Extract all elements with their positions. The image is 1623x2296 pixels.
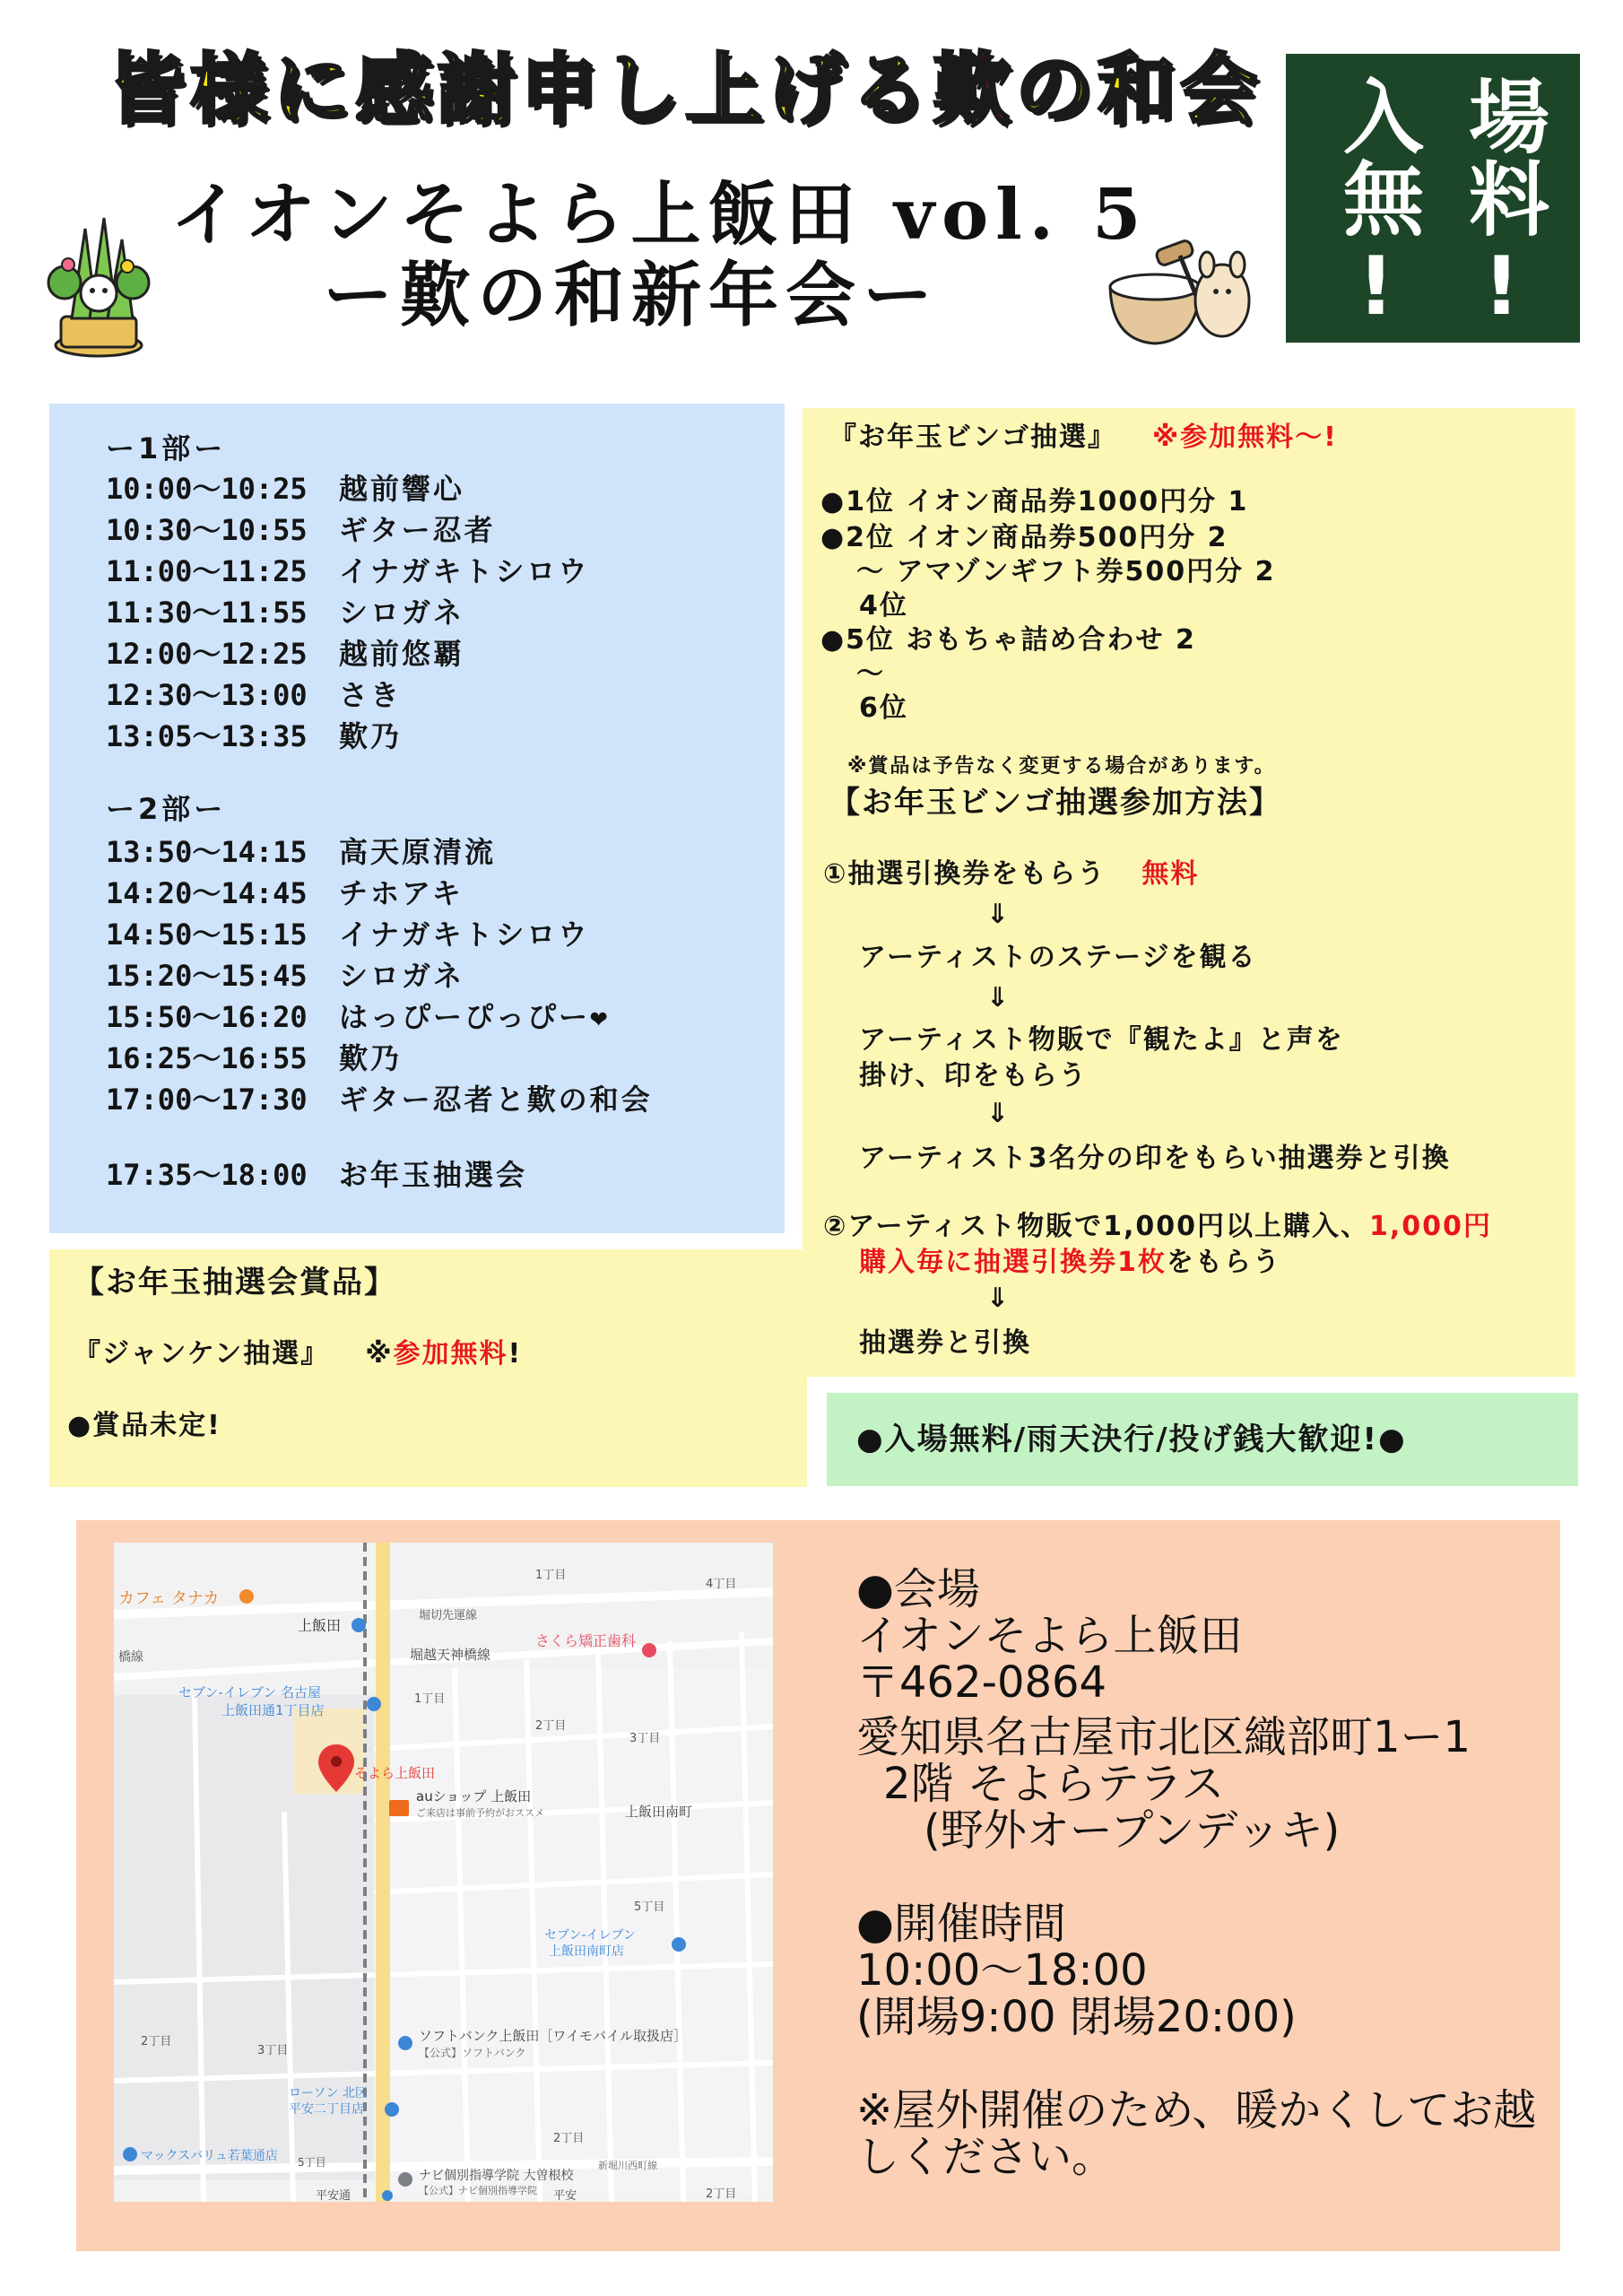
map-label: ローソン 北区 bbox=[289, 2086, 368, 2100]
schedule-row: 12:30〜13:00 さき bbox=[106, 678, 403, 712]
bingo-step-1: ①抽選引換券をもらう 無料 bbox=[823, 858, 1200, 890]
map-label: 1丁目 bbox=[414, 1692, 446, 1706]
map-label: 平安 bbox=[553, 2189, 577, 2202]
map-label: 橋線 bbox=[118, 1650, 143, 1665]
bingo-step-6: 抽選券と引換 bbox=[859, 1327, 1031, 1359]
map-label: auショップ 上飯田 bbox=[416, 1788, 532, 1805]
bingo-step-4: アーティスト3名分の印をもらい抽選券と引換 bbox=[859, 1143, 1451, 1174]
banner-text-3: の和会 bbox=[1015, 44, 1263, 135]
bingo-free-note: ※参加無料〜! bbox=[1152, 422, 1338, 453]
schedule-row: 15:50〜16:20 はっぴーぴっぴー❤ bbox=[106, 1000, 611, 1034]
venue-note-2: しください。 bbox=[856, 2132, 1115, 2182]
bingo-step-3a: アーティスト物販で『観たよ』と声を bbox=[859, 1024, 1344, 1056]
map-label: マックスバリュ若葉通店 bbox=[141, 2149, 278, 2163]
part2-label: ー2部ー bbox=[106, 792, 227, 826]
map-label: 上飯田南町 bbox=[625, 1804, 693, 1820]
schedule-row: 17:00〜17:30 ギター忍者と歎の和会 bbox=[106, 1083, 653, 1117]
banner-text-1: 皆様に感謝申し上げる bbox=[108, 44, 933, 135]
event-time: 10:00〜18:00 bbox=[856, 1945, 1148, 1996]
schedule-row: 15:20〜15:45 シロガネ bbox=[106, 959, 465, 993]
bingo-prize-3: 〜 アマゾンギフト券500円分 2 bbox=[856, 556, 1276, 587]
schedule-row: 16:25〜16:55 歎乃 bbox=[106, 1041, 403, 1075]
bingo-prize-5: ●5位 おもちゃ詰め合わせ 2 bbox=[820, 624, 1196, 656]
map-label: 1丁目 bbox=[535, 1569, 567, 1582]
map-label: 上飯田南町店 bbox=[549, 1944, 624, 1959]
station-icon bbox=[382, 2190, 393, 2201]
banner-headline bbox=[108, 36, 1263, 144]
map-label: セブン-イレブン 名古屋 bbox=[178, 1684, 321, 1700]
au-shop-icon bbox=[389, 1800, 409, 1816]
mochi-pounding-illustration bbox=[1101, 238, 1254, 350]
event-title-line2: ー歎の和新年会ー bbox=[323, 255, 941, 336]
map-label: 2丁目 bbox=[706, 2187, 737, 2201]
map-label: 3丁目 bbox=[629, 1732, 661, 1745]
map-label: カフェ タナカ bbox=[118, 1589, 220, 1608]
free-entry-col-left: 入無! bbox=[1329, 74, 1423, 335]
map-label: 上飯田通1丁目店 bbox=[221, 1702, 325, 1718]
bingo-step-2: アーティストのステージを観る bbox=[859, 942, 1257, 973]
time-label: ●開催時間 bbox=[856, 1899, 1066, 1949]
store-icon bbox=[123, 2147, 137, 2161]
map-label: 4丁目 bbox=[706, 1578, 737, 1591]
map-label: 新堀川西町線 bbox=[598, 2160, 657, 2171]
venue-note-1: ※屋外開催のため、暖かくしてお越 bbox=[856, 2085, 1537, 2135]
map-label: セブン-イレブン bbox=[544, 1928, 636, 1943]
map-graphic bbox=[114, 1543, 773, 2202]
lottery-janken: 『ジャンケン抽選』 ※参加無料! bbox=[74, 1338, 523, 1370]
arrow-down-icon: ⇓ bbox=[986, 899, 1011, 930]
store-icon bbox=[385, 2102, 399, 2117]
schedule-row-closing: 17:35〜18:00 お年玉抽選会 bbox=[106, 1158, 528, 1192]
schedule-row: 12:00〜12:25 越前悠覇 bbox=[106, 637, 465, 671]
map-label: 5丁目 bbox=[298, 2156, 326, 2169]
bingo-prize-6-rank: 6位 bbox=[859, 692, 908, 724]
bingo-title: 『お年玉ビンゴ抽選』 ※参加無料〜! bbox=[829, 422, 1338, 453]
map-label: 堀切先運線 bbox=[419, 1609, 478, 1622]
part1-label: ー1部ー bbox=[106, 431, 227, 465]
lottery-prize: ●賞品未定! bbox=[67, 1410, 221, 1441]
map-label: 上飯田 bbox=[298, 1617, 342, 1634]
bingo-step-3b: 掛け、印をもらう bbox=[859, 1060, 1088, 1091]
store-icon bbox=[672, 1937, 686, 1952]
arrow-down-icon: ⇓ bbox=[986, 982, 1011, 1013]
map-label: 平安二丁目店 bbox=[289, 2102, 364, 2117]
venue-postal: 〒462-0864 bbox=[856, 1657, 1107, 1708]
venue-address1: 愛知県名古屋市北区織部町1ー1 bbox=[856, 1712, 1471, 1762]
bingo-notice: ※賞品は予告なく変更する場合があります。 bbox=[847, 755, 1276, 778]
map-label: ソフトバンク上飯田［ワイモバイル取扱店］ bbox=[419, 2028, 687, 2044]
map-label: 2丁目 bbox=[553, 2132, 585, 2145]
arrow-down-icon: ⇓ bbox=[986, 1283, 1011, 1314]
info-bar-text: ●入場無料/雨天決行/投げ銭大歓迎!● bbox=[856, 1422, 1407, 1457]
venue-address3: (野外オープンデッキ) bbox=[924, 1805, 1341, 1856]
banner-text-2: 歎 bbox=[933, 44, 1015, 135]
map-label: そよら上飯田 bbox=[354, 1765, 436, 1781]
bingo-prize-3-rank: 4位 bbox=[859, 590, 908, 622]
schedule-row: 11:30〜11:55 シロガネ bbox=[106, 596, 465, 630]
map-label: 【公式】ソフトバンク bbox=[419, 2047, 526, 2059]
map-label: さくら矯正歯科 bbox=[535, 1632, 637, 1649]
cafe-icon bbox=[239, 1589, 254, 1604]
bingo-method-title: 【お年玉ビンゴ抽選参加方法】 bbox=[829, 785, 1281, 821]
free-entry-badge bbox=[1286, 54, 1580, 343]
lottery-title: 【お年玉抽選会賞品】 bbox=[74, 1265, 396, 1300]
map-label: 5丁目 bbox=[634, 1900, 665, 1914]
clinic-icon bbox=[642, 1643, 656, 1657]
map-label: 平安通 bbox=[316, 2189, 352, 2202]
event-time-detail: (開場9:00 閉場20:00) bbox=[856, 1992, 1297, 2042]
store-icon bbox=[367, 1697, 381, 1711]
bingo-prize-6-tilde: 〜 bbox=[856, 658, 885, 690]
station-icon bbox=[352, 1618, 366, 1632]
shop-icon bbox=[398, 2036, 412, 2050]
venue-map[interactable] bbox=[114, 1543, 773, 2202]
bingo-prize-2: ●2位 イオン商品券500円分 2 bbox=[820, 522, 1228, 553]
map-label: 2丁目 bbox=[141, 2035, 172, 2048]
venue-name: イオンそよら上飯田 bbox=[856, 1611, 1243, 1661]
event-title-line1: イオンそよら上飯田 vol. 5 bbox=[170, 174, 1149, 256]
schedule-row: 10:30〜10:55 ギター忍者 bbox=[106, 513, 496, 547]
arrow-down-icon: ⇓ bbox=[986, 1098, 1011, 1129]
venue-address2: 2階 そよらテラス bbox=[883, 1759, 1225, 1809]
schedule-row: 11:00〜11:25 イナガキトシロウ bbox=[106, 554, 590, 588]
venue-label: ●会場 bbox=[856, 1564, 980, 1614]
schedule-row: 10:00〜10:25 越前響心 bbox=[106, 472, 465, 506]
kadomatsu-illustration bbox=[45, 211, 152, 359]
schedule-row: 13:05〜13:35 歎乃 bbox=[106, 719, 403, 753]
schedule-row: 14:50〜15:15 イナガキトシロウ bbox=[106, 918, 590, 952]
school-icon bbox=[398, 2172, 412, 2187]
map-label: 堀越天神橋線 bbox=[410, 1647, 491, 1663]
bingo-step-5b: 購入毎に抽選引換券1枚をもらう bbox=[859, 1247, 1281, 1278]
map-label: ご来店は事前予約がおススメ bbox=[416, 1807, 544, 1819]
map-label: ナビ個別指導学院 大曽根校 bbox=[419, 2169, 574, 2183]
schedule-row: 14:20〜14:45 チホアキ bbox=[106, 876, 464, 910]
map-label: 2丁目 bbox=[535, 1719, 567, 1733]
bingo-prize-1: ●1位 イオン商品券1000円分 1 bbox=[820, 486, 1249, 517]
free-entry-col-right: 場料! bbox=[1454, 74, 1549, 335]
map-label: 【公式】ナビ個別指導学院 bbox=[419, 2185, 537, 2196]
schedule-row: 13:50〜14:15 高天原清流 bbox=[106, 835, 497, 869]
map-label: 3丁目 bbox=[257, 2044, 289, 2057]
bingo-step-5a: ②アーティスト物販で1,000円以上購入、1,000円 bbox=[823, 1211, 1492, 1242]
